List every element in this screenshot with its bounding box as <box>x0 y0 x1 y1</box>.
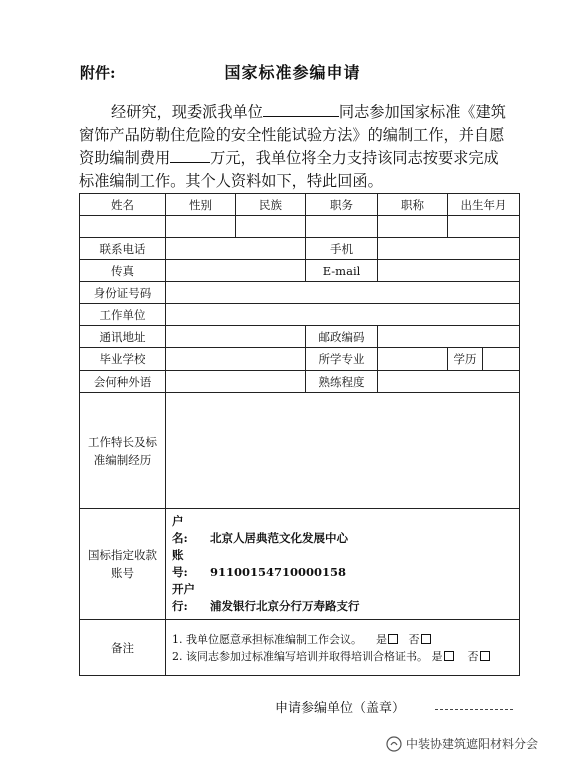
work-unit-field[interactable] <box>166 304 520 326</box>
name-field[interactable] <box>80 216 166 238</box>
remark-no-checkbox[interactable] <box>480 651 490 661</box>
remark-item <box>172 648 513 665</box>
account-number-label: 账 号: <box>172 548 195 579</box>
account-bank: 浦发银行北京分行万寿路支行 <box>210 599 360 613</box>
major-label: 所学专业 <box>306 348 378 371</box>
applicant-seal-label: 申请参编单位（盖章） <box>275 701 406 716</box>
address-label: 通讯地址 <box>80 326 166 348</box>
birth-field[interactable] <box>448 216 520 238</box>
phone-label: 联系电话 <box>80 238 166 260</box>
id-number-label: 身份证号码 <box>80 282 166 304</box>
id-number-field[interactable] <box>166 282 520 304</box>
remarks-label: 备注 <box>80 620 166 676</box>
education-label: 学历 <box>448 348 483 370</box>
application-form <box>79 193 520 676</box>
remark-yes-checkbox[interactable] <box>444 651 454 661</box>
major-field[interactable] <box>378 348 448 371</box>
watermark <box>386 735 538 752</box>
position-field[interactable] <box>306 216 378 238</box>
fax-label: 传真 <box>80 260 166 282</box>
experience-field[interactable] <box>166 393 520 509</box>
position-label: 职务 <box>306 194 378 216</box>
language-label: 会何种外语 <box>80 371 166 393</box>
account-label: 国标指定收款账号 <box>80 509 166 620</box>
account-bank-row <box>172 581 513 615</box>
title-label: 职称 <box>378 194 448 216</box>
mobile-label: 手机 <box>306 238 378 260</box>
postcode-label: 邮政编码 <box>306 326 378 348</box>
remarks-content <box>166 620 520 676</box>
wechat-logo-icon <box>386 736 402 752</box>
account-holder: 北京人居典范文化发展中心 <box>210 531 348 545</box>
mobile-field[interactable] <box>378 238 520 260</box>
intro-text-3: 万元，我单位将全力支持该同志按要求完成标准编制工作。其个人资料如下，特此回函。 <box>79 149 499 190</box>
education-field[interactable] <box>483 348 519 370</box>
fee-blank[interactable] <box>170 148 210 163</box>
education-cell <box>448 348 520 371</box>
remark-item <box>172 631 513 648</box>
intro-text-2: 同志参加国家标准《建筑窗饰产品防勒住危险的安全性能试验方法》的编制工作，并自愿资助编制费用 <box>79 103 506 167</box>
remark-no-checkbox[interactable] <box>421 634 431 644</box>
intro-paragraph <box>79 101 509 193</box>
intro-text-1: 经研究，现委派我单位 <box>111 103 263 121</box>
remark-no-label: 否 <box>408 632 420 646</box>
email-field[interactable] <box>378 260 520 282</box>
birth-label: 出生年月 <box>448 194 520 216</box>
document-title: 国家标准参编申请 <box>224 63 361 82</box>
remark-text: 2. 该同志参加过标准编写培训并取得培训合格证书。 <box>172 649 428 663</box>
remark-no-label: 否 <box>467 649 479 663</box>
signature-line[interactable] <box>435 709 513 710</box>
account-holder-label: 户 名: <box>172 514 195 545</box>
account-bank-label: 开户行: <box>172 582 195 613</box>
gender-label: 性别 <box>166 194 236 216</box>
postcode-field[interactable] <box>378 326 520 348</box>
remark-yes-label: 是 <box>376 632 387 646</box>
account-number-row <box>172 547 513 581</box>
proficiency-field[interactable] <box>378 371 520 393</box>
watermark-text: 中装协建筑遮阳材料分会 <box>406 737 539 751</box>
proficiency-label: 熟练程度 <box>306 371 378 393</box>
remark-text: 1. 我单位愿意承担标准编制工作会议。 <box>172 632 362 646</box>
school-label: 毕业学校 <box>80 348 166 371</box>
address-field[interactable] <box>166 326 306 348</box>
work-unit-label: 工作单位 <box>80 304 166 326</box>
remark-yes-checkbox[interactable] <box>388 634 398 644</box>
school-field[interactable] <box>166 348 306 371</box>
name-label: 姓名 <box>80 194 166 216</box>
attachment-label: 附件: <box>80 64 116 82</box>
account-info <box>166 509 520 620</box>
account-holder-row <box>172 513 513 547</box>
email-label: E-mail <box>306 260 378 282</box>
ethnicity-field[interactable] <box>236 216 306 238</box>
phone-field[interactable] <box>166 238 306 260</box>
fax-field[interactable] <box>166 260 306 282</box>
account-number: 91100154710000158 <box>210 565 347 579</box>
experience-label: 工作特长及标准编制经历 <box>80 393 166 509</box>
remark-yes-label: 是 <box>431 649 443 663</box>
gender-field[interactable] <box>166 216 236 238</box>
delegate-name-blank[interactable] <box>263 102 339 117</box>
title-field[interactable] <box>378 216 448 238</box>
ethnicity-label: 民族 <box>236 194 306 216</box>
language-field[interactable] <box>166 371 306 393</box>
